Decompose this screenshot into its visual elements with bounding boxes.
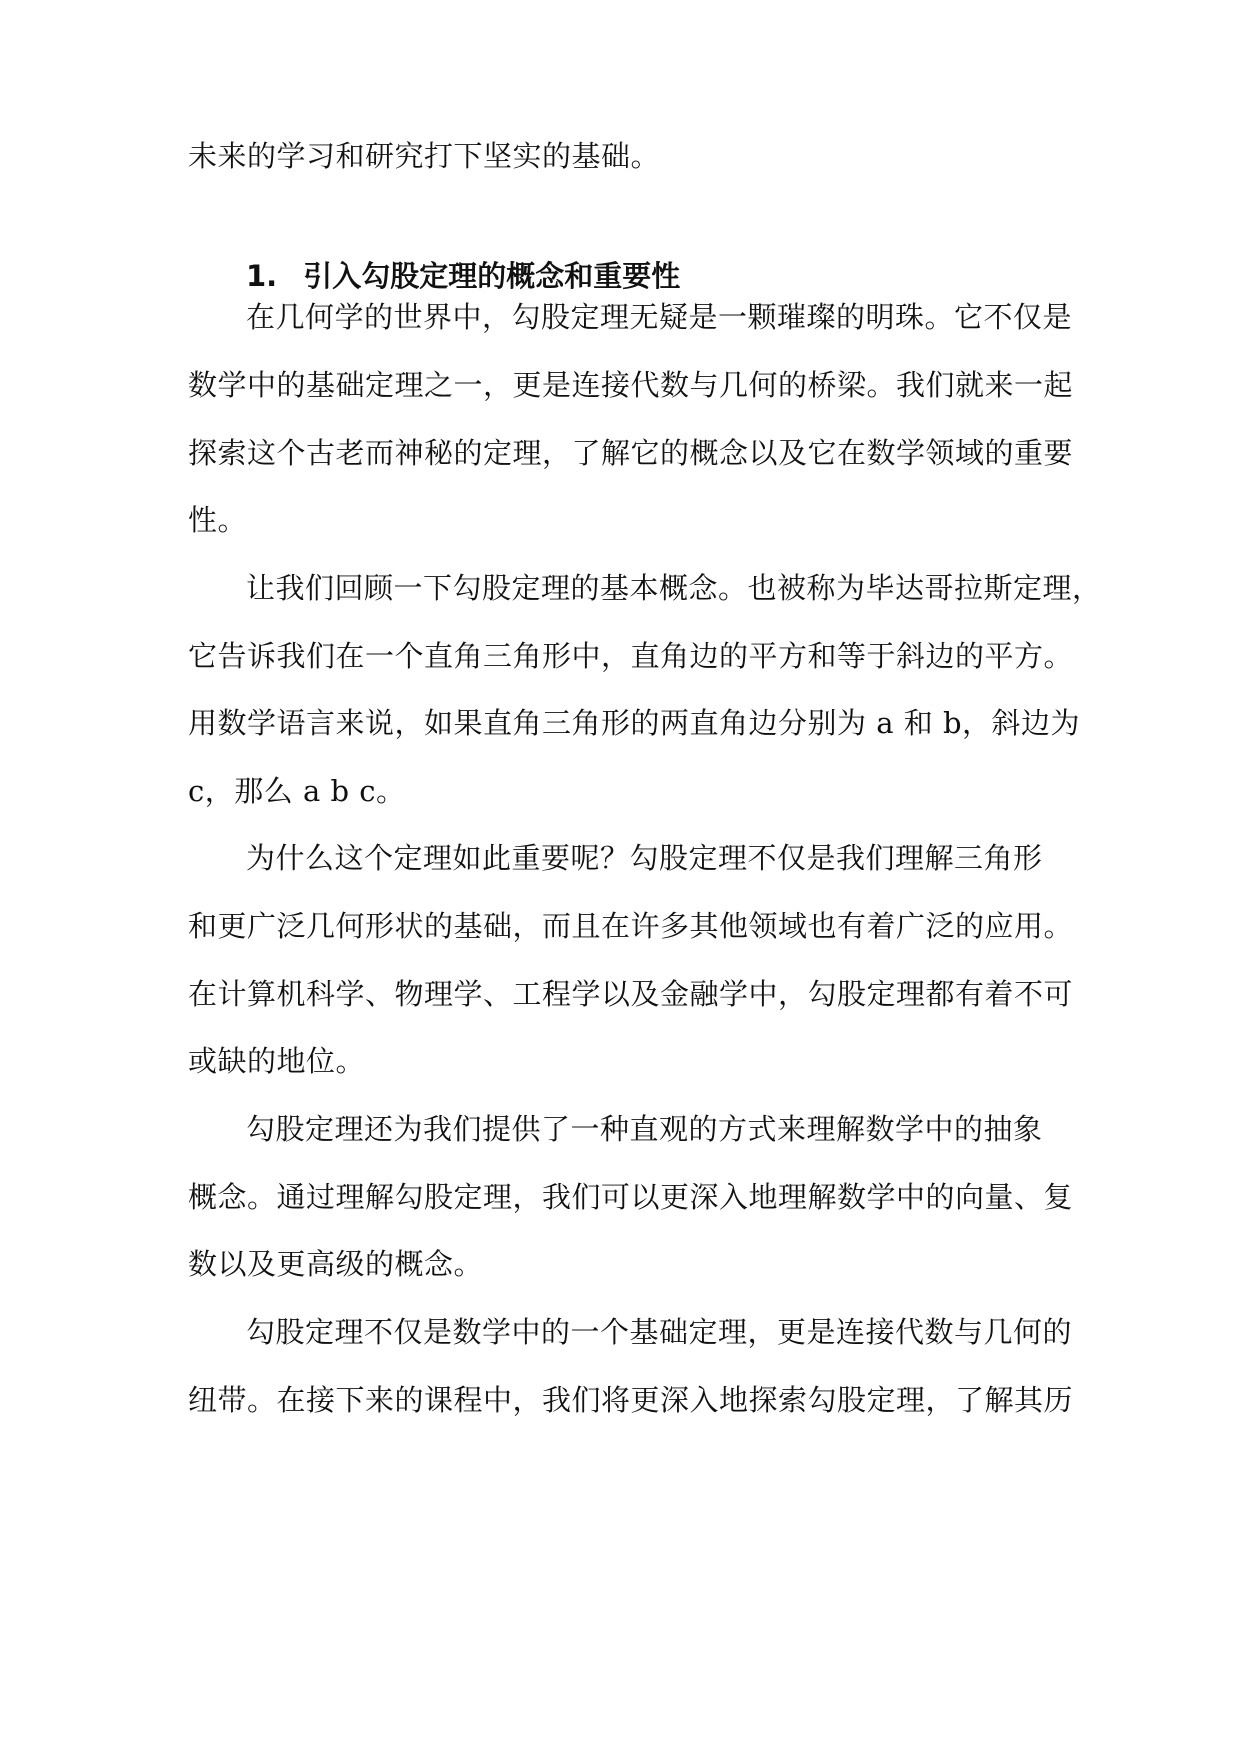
paragraph-line: 勾股定理还为我们提供了一种直观的方式来理解数学中的抽象 <box>246 1112 1043 1146</box>
paragraph-line: 和更广泛几何形状的基础，而且在许多其他领域也有着广泛的应用。 <box>188 909 1074 943</box>
paragraph-line: 用数学语言来说，如果直角三角形的两直角边分别为 a 和 b，斜边为 <box>188 706 1081 740</box>
paragraph-line: 在计算机科学、物理学、工程学以及金融学中，勾股定理都有着不可 <box>188 977 1074 1011</box>
paragraph-line: 在几何学的世界中，勾股定理无疑是一颗璀璨的明珠。它不仅是 <box>246 300 1073 334</box>
section-number: 1. <box>246 259 278 293</box>
paragraph-line: c，那么 a b c。 <box>188 774 406 808</box>
paragraph-line: 性。 <box>188 503 248 537</box>
intro-line: 未来的学习和研究打下坚实的基础。 <box>188 139 661 173</box>
paragraph-line: 数以及更高级的概念。 <box>188 1247 484 1281</box>
paragraph-line: 为什么这个定理如此重要呢？勾股定理不仅是我们理解三角形 <box>246 841 1043 875</box>
paragraph-line: 探索这个古老而神秘的定理，了解它的概念以及它在数学领域的重要 <box>188 436 1074 470</box>
paragraph-line: 让我们回顾一下勾股定理的基本概念。也被称为毕达哥拉斯定理， <box>246 571 1102 605</box>
paragraph-line: 它告诉我们在一个直角三角形中，直角边的平方和等于斜边的平方。 <box>188 639 1074 673</box>
paragraph-line: 数学中的基础定理之一，更是连接代数与几何的桥梁。我们就来一起 <box>188 368 1074 402</box>
paragraph-line: 勾股定理不仅是数学中的一个基础定理，更是连接代数与几何的 <box>246 1315 1073 1349</box>
paragraph-line: 或缺的地位。 <box>188 1044 366 1078</box>
section-title: 引入勾股定理的概念和重要性 <box>303 259 681 293</box>
section-heading <box>246 256 680 296</box>
paragraph-line: 纽带。在接下来的课程中，我们将更深入地探索勾股定理，了解其历 <box>188 1383 1074 1417</box>
paragraph-line: 概念。通过理解勾股定理，我们可以更深入地理解数学中的向量、复 <box>188 1180 1074 1214</box>
